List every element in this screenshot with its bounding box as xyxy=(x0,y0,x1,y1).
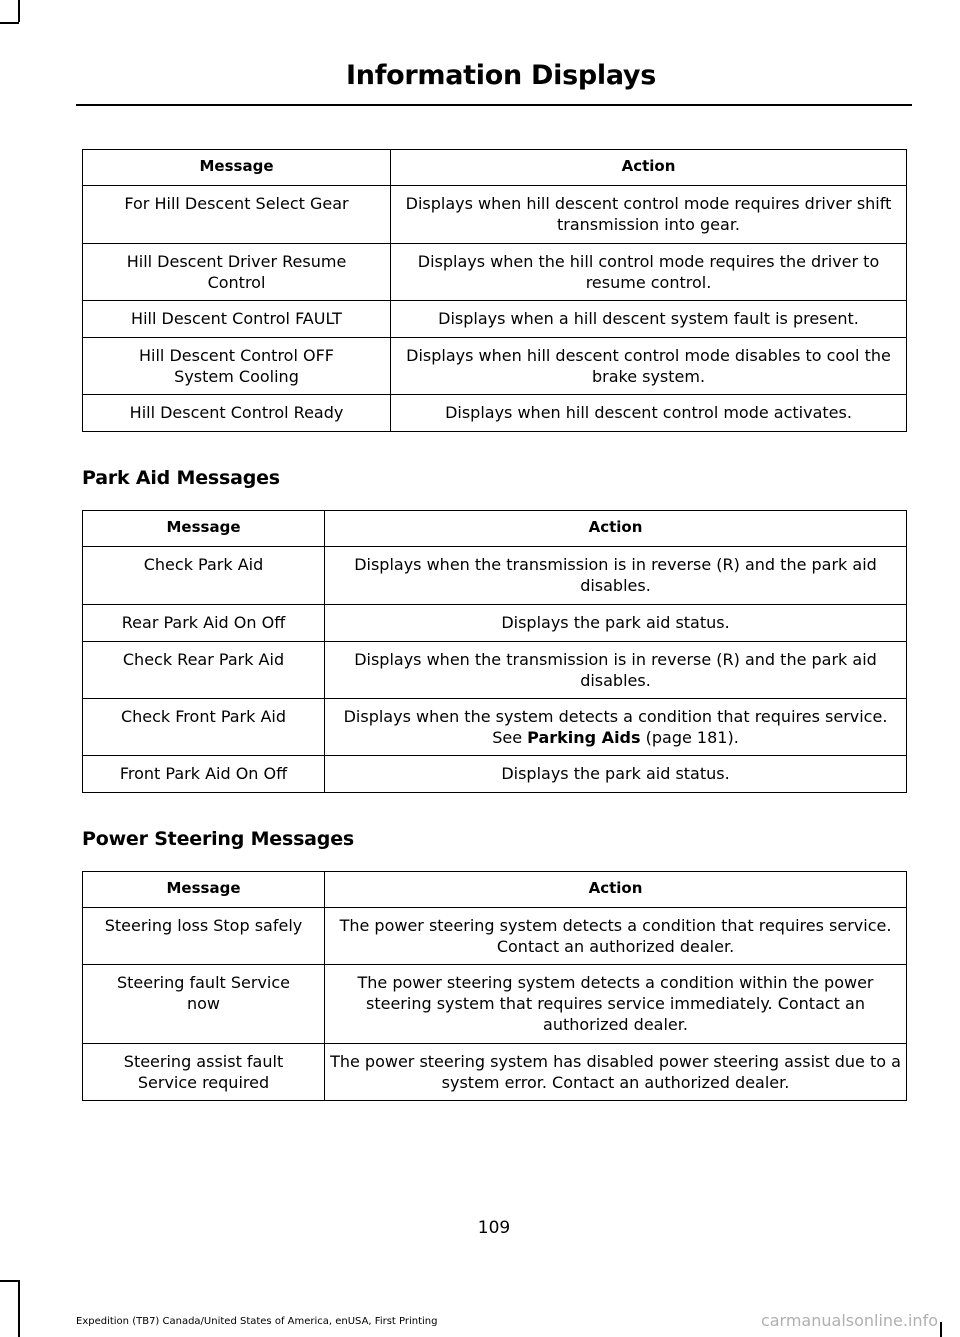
message-cell: For Hill Descent Select Gear xyxy=(83,186,391,244)
page-reference: (page 181). xyxy=(640,728,739,747)
section-heading-power-steering: Power Steering Messages xyxy=(82,828,354,850)
message-cell: Rear Park Aid On Off xyxy=(83,605,325,642)
message-cell: Front Park Aid On Off xyxy=(83,756,325,793)
column-header-action: Action xyxy=(325,511,907,547)
table-row xyxy=(83,605,907,642)
table-row xyxy=(83,395,907,432)
message-cell: Hill Descent Control Ready xyxy=(83,395,391,432)
crop-mark xyxy=(0,22,19,24)
table-row xyxy=(83,186,907,244)
message-cell: Hill Descent Control OFF System Cooling xyxy=(83,338,391,395)
column-header-message: Message xyxy=(83,150,391,186)
action-text: Displays when the system detects a condition that requires service. See xyxy=(343,707,888,747)
action-cell: Displays when the transmission is in reverse (R) and the park aid disables. xyxy=(325,642,907,699)
message-cell: Steering fault Service now xyxy=(83,965,325,1044)
table-header-row xyxy=(83,150,907,186)
message-cell: Steering loss Stop safely xyxy=(83,908,325,965)
page-title: Information Displays xyxy=(346,60,656,91)
crop-mark xyxy=(0,1280,19,1282)
crop-mark xyxy=(18,1280,20,1337)
section-heading-park-aid: Park Aid Messages xyxy=(82,467,280,489)
watermark: carmanualsonline.info xyxy=(760,1311,938,1330)
header-divider xyxy=(76,104,912,106)
crop-mark xyxy=(18,0,20,22)
action-cell: Displays when hill descent control mode activates. xyxy=(391,395,907,432)
column-header-action: Action xyxy=(391,150,907,186)
table-row xyxy=(83,244,907,301)
message-cell: Check Park Aid xyxy=(83,547,325,605)
message-cell: Hill Descent Control FAULT xyxy=(83,301,391,338)
action-cell: The power steering system detects a condition that requires service. Contact an authorized dealer. xyxy=(325,908,907,965)
table-row xyxy=(83,756,907,793)
parking-aids-link[interactable]: Parking Aids xyxy=(527,728,641,747)
action-cell: Displays when hill descent control mode disables to cool the brake system. xyxy=(391,338,907,395)
message-cell: Check Rear Park Aid xyxy=(83,642,325,699)
action-cell xyxy=(325,699,907,756)
crop-mark xyxy=(940,1322,942,1337)
action-cell: Displays when the hill control mode requires the driver to resume control. xyxy=(391,244,907,301)
table-row xyxy=(83,338,907,395)
column-header-action: Action xyxy=(325,872,907,908)
action-cell: The power steering system detects a condition within the power steering system that requires service immediately. Contact an authorized dealer. xyxy=(325,965,907,1044)
table-row xyxy=(83,908,907,965)
table-header-row xyxy=(83,872,907,908)
message-cell: Steering assist fault Service required xyxy=(83,1044,325,1101)
action-cell: Displays when the transmission is in reverse (R) and the park aid disables. xyxy=(325,547,907,605)
table-row xyxy=(83,1044,907,1101)
power-steering-table xyxy=(82,871,907,1101)
action-cell: Displays the park aid status. xyxy=(325,605,907,642)
message-cell: Check Front Park Aid xyxy=(83,699,325,756)
hill-descent-table xyxy=(82,149,907,432)
table-row xyxy=(83,642,907,699)
message-cell: Hill Descent Driver Resume Control xyxy=(83,244,391,301)
action-cell: Displays when a hill descent system fault is present. xyxy=(391,301,907,338)
table-row xyxy=(83,965,907,1044)
table-row xyxy=(83,301,907,338)
action-cell: Displays the park aid status. xyxy=(325,756,907,793)
action-cell: Displays when hill descent control mode requires driver shift transmission into gear. xyxy=(391,186,907,244)
table-row xyxy=(83,547,907,605)
table-header-row xyxy=(83,511,907,547)
table-row xyxy=(83,699,907,756)
column-header-message: Message xyxy=(83,511,325,547)
park-aid-table xyxy=(82,510,907,793)
page-number: 109 xyxy=(477,1218,511,1238)
action-cell: The power steering system has disabled power steering assist due to a system error. Contact an authorized dealer. xyxy=(325,1044,907,1101)
column-header-message: Message xyxy=(83,872,325,908)
footer-text: Expedition (TB7) Canada/United States of America, enUSA, First Printing xyxy=(76,1316,438,1327)
